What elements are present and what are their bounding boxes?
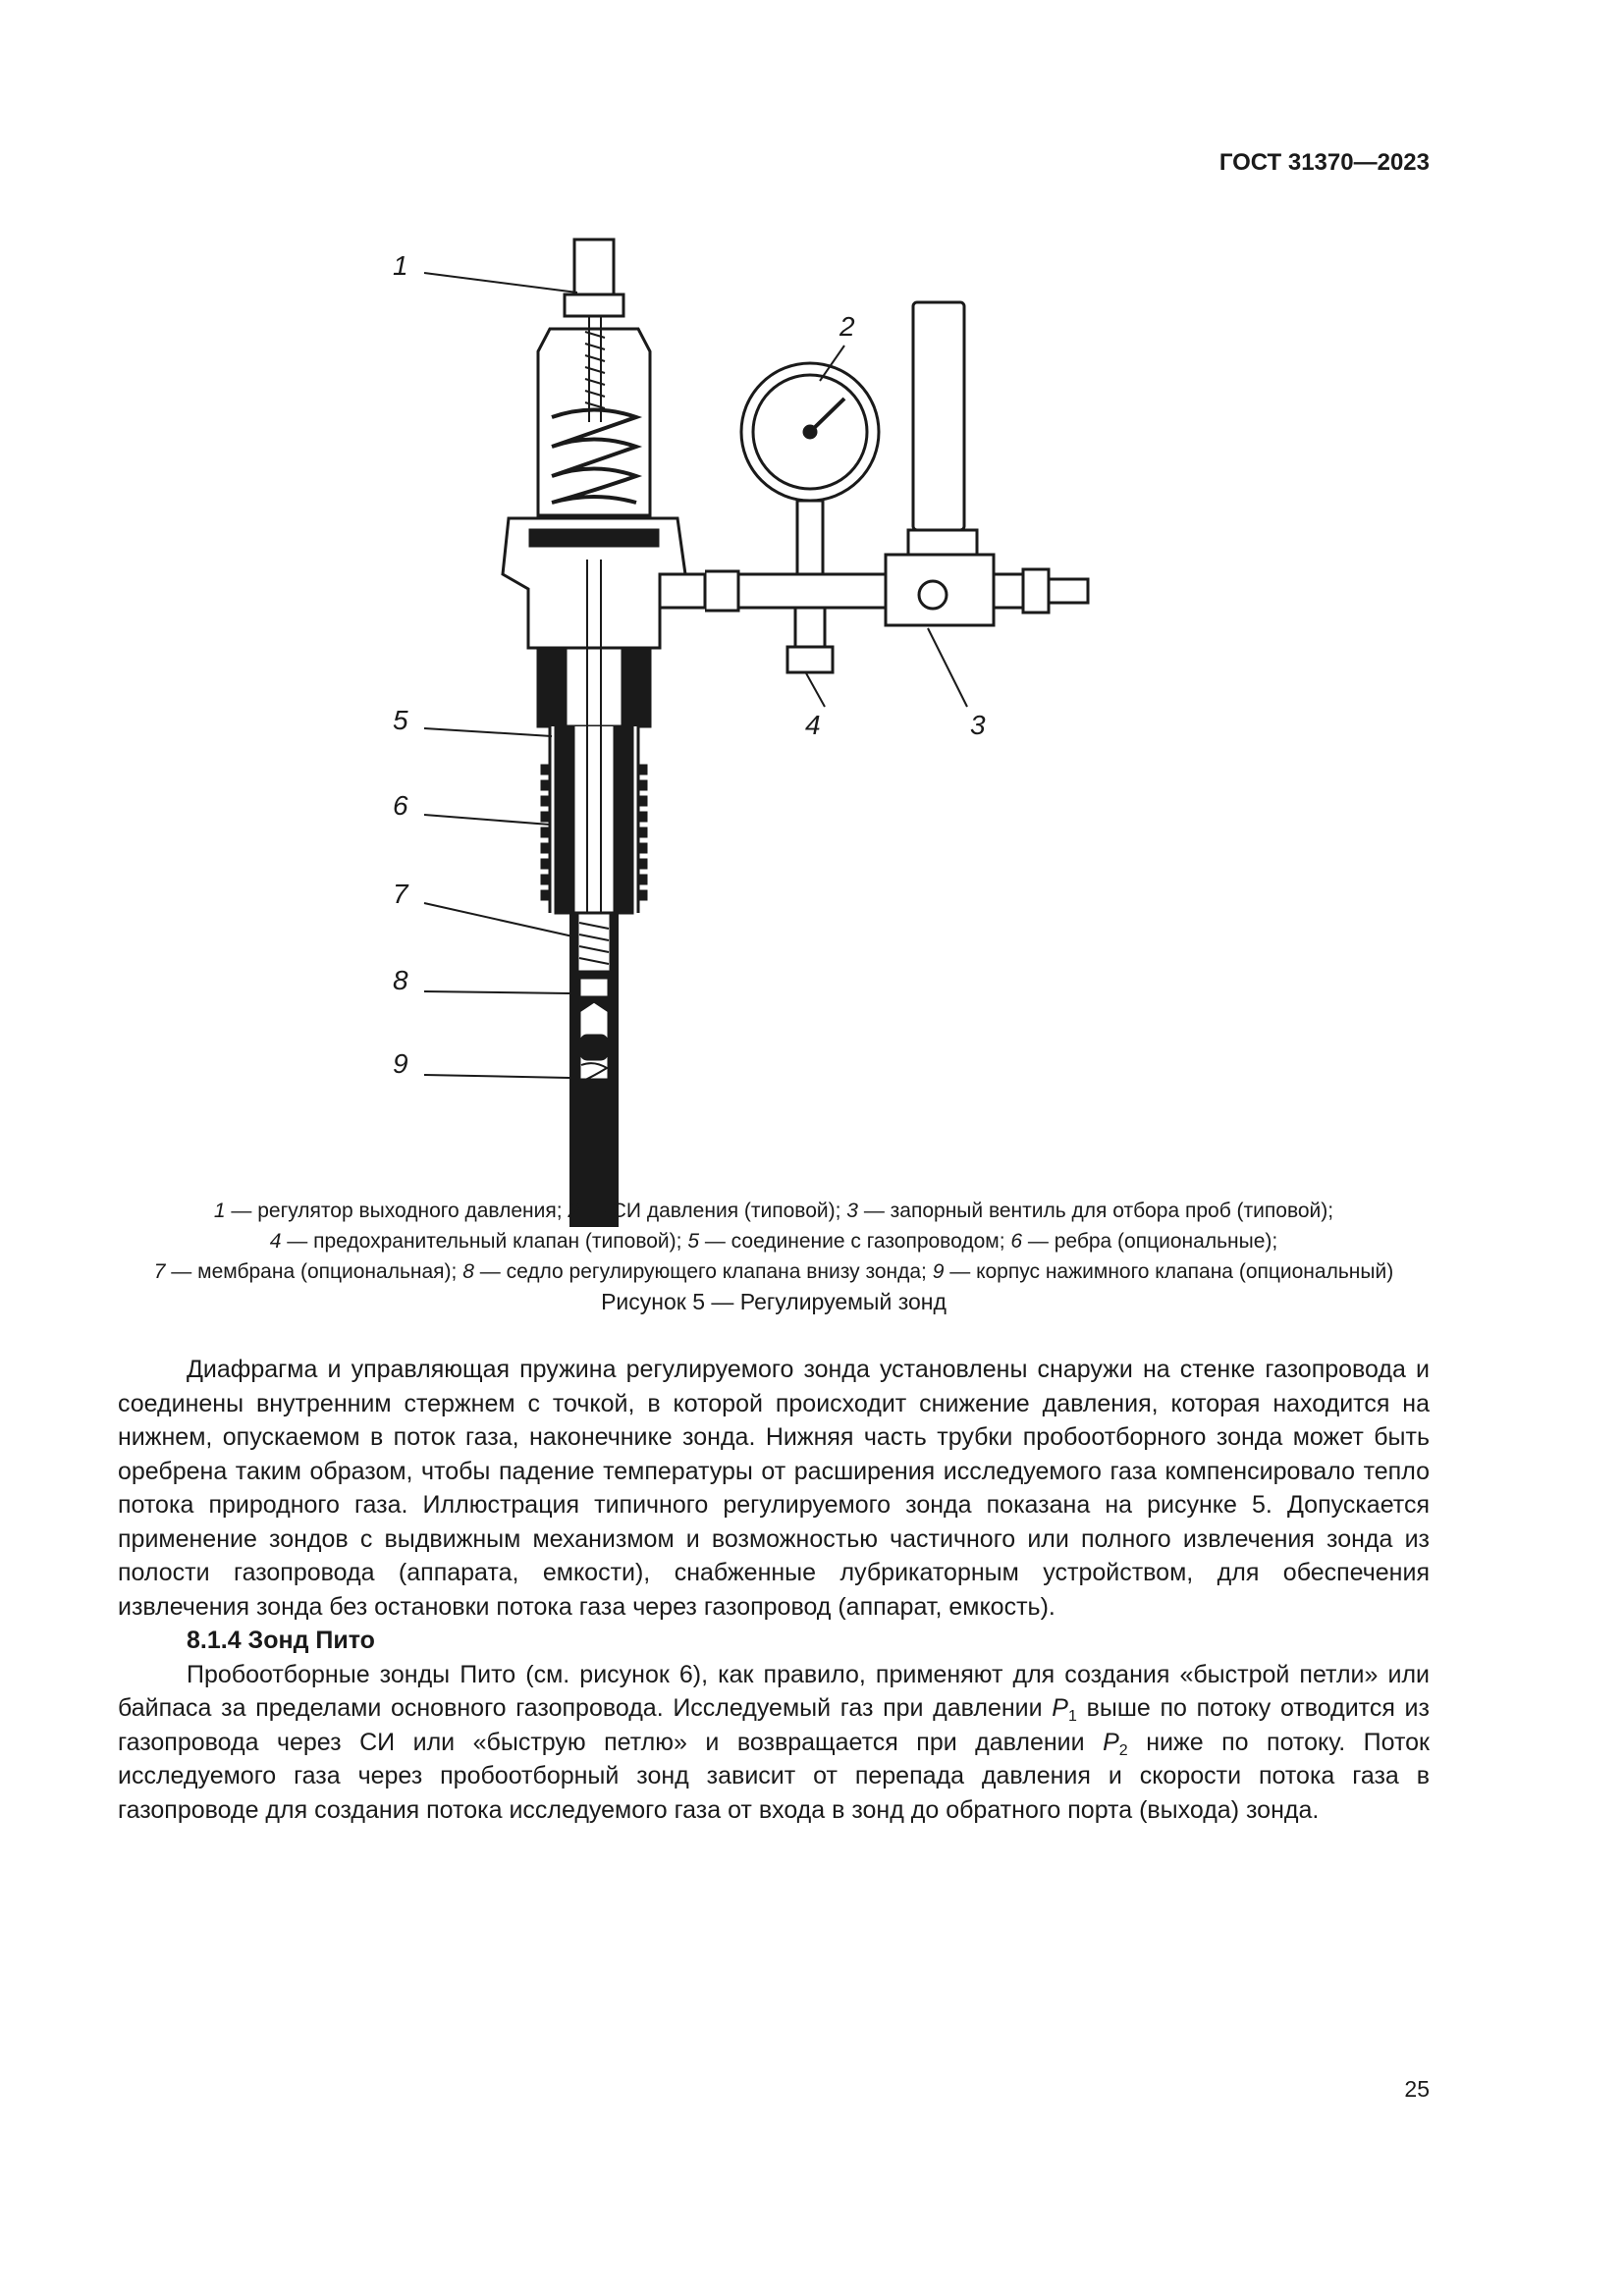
leader-4 xyxy=(805,671,825,707)
figure-label-2: 2 xyxy=(839,311,855,342)
symbol-p: P xyxy=(1052,1694,1068,1722)
legend-num: 3 xyxy=(846,1200,858,1222)
legend-num: 9 xyxy=(932,1260,945,1283)
figure-label-7: 7 xyxy=(393,879,408,909)
legend-text: — соединение с газопроводом; xyxy=(699,1230,1011,1253)
figure-legend xyxy=(118,1196,1430,1287)
push-valve-body xyxy=(581,1036,607,1059)
leader-5 xyxy=(424,728,552,736)
text-run: Пробоотборные зонды Пито (см. рисунок 6), как правило, применяют для создания «быстрой петли» или байпаса за пределами основного газопровода. Исследуемый газ при давлении xyxy=(118,1660,1430,1722)
subscript: 2 xyxy=(1118,1741,1128,1759)
legend-text: — регулятор выходного давления; xyxy=(225,1200,568,1222)
paragraph: Диафрагма и управляющая пружина регулируемого зонда установлены снаружи на стенке газопровода и соединены внутренним стержнем с точкой, в которой происходит снижение давления, которая находится на нижнем, опускаемом в поток газа, наконечнике зонда. Нижняя часть трубки пробоотборного зонда может быть оребрена таким образом, чтобы падение температуры от расширения исследуемого газа компенсировало тепло потока природного газа. Иллюстрация типичного регулируемого зонда показана на рисунке 5. Допускается применение зондов с выдвижным механизмом и возможностью частичного или полного извлечения зонда из полости газопровода (аппарата, емкости), снабженные лубрикаторным устройством, для обеспечения извлечения зонда без остановки потока газа через газопровод (аппарат, емкость). xyxy=(118,1356,1430,1621)
valve-handle xyxy=(913,302,964,530)
legend-line-2 xyxy=(118,1226,1430,1256)
leader-1 xyxy=(424,273,577,293)
figure-label-9: 9 xyxy=(393,1048,408,1079)
probe-drawing xyxy=(393,236,1139,1178)
legend-num: 2 xyxy=(568,1200,580,1222)
legend-text: — предохранительный клапан (типовой); xyxy=(281,1230,688,1253)
figure-label-8: 8 xyxy=(393,965,408,995)
body-text xyxy=(118,1353,1430,1827)
legend-num: 8 xyxy=(462,1260,474,1283)
leader-6 xyxy=(424,815,550,825)
leader-3 xyxy=(928,628,967,707)
valve-seat xyxy=(579,978,609,997)
figure-label-1: 1 xyxy=(393,250,408,281)
document-code: ГОСТ 31370—2023 xyxy=(1218,149,1430,176)
legend-num: 7 xyxy=(153,1260,166,1283)
legend-num: 1 xyxy=(213,1200,226,1222)
legend-text: — ребра (опциональные); xyxy=(1022,1230,1278,1253)
figure-label-4: 4 xyxy=(805,710,821,740)
legend-text: — запорный вентиль для отбора проб (типовой); xyxy=(857,1200,1334,1222)
section-heading: 8.1.4 Зонд Пито xyxy=(187,1627,375,1654)
leader-8 xyxy=(424,991,569,993)
legend-num: 5 xyxy=(687,1230,699,1253)
page-number: 25 xyxy=(1404,2076,1430,2102)
relief-valve xyxy=(795,608,825,647)
legend-line-1 xyxy=(118,1196,1430,1226)
leader-9 xyxy=(424,1075,569,1078)
legend-line-3 xyxy=(118,1256,1430,1287)
adjust-knob xyxy=(574,240,614,294)
shutoff-valve xyxy=(886,555,994,625)
diaphragm xyxy=(530,530,658,546)
legend-num: 6 xyxy=(1010,1230,1023,1253)
figure-label-6: 6 xyxy=(393,790,408,821)
legend-text: — СИ давления (типовой); xyxy=(579,1200,847,1222)
text-run: ниже по потоку. Поток исследуемого газа через пробоотборный зонд зависит от перепада давления и скорости потока газа в газопроводе для создания потока исследуемого газа от входа в зонд до обратного порта (выхода) зонда. xyxy=(118,1728,1430,1824)
figure-regulated-probe xyxy=(393,236,1139,1178)
figure-label-3: 3 xyxy=(970,710,986,740)
text-run: выше по потоку отводится из газопровода через СИ или «быструю петлю» и возвращается при давлении xyxy=(118,1694,1430,1756)
legend-text: — седло регулирующего клапана внизу зонда; xyxy=(473,1260,933,1283)
legend-num: 4 xyxy=(269,1230,282,1253)
manifold-tube xyxy=(738,574,886,608)
legend-text: — корпус нажимного клапана (опциональный) xyxy=(944,1260,1394,1283)
regulator-bonnet xyxy=(538,329,650,515)
symbol-p: P xyxy=(1103,1728,1119,1756)
legend-text: — мембрана (опциональная); xyxy=(165,1260,463,1283)
figure-label-5: 5 xyxy=(393,705,408,735)
subscript: 1 xyxy=(1067,1708,1077,1725)
paragraph xyxy=(118,1658,1430,1828)
figure-caption: Рисунок 5 — Регулируемый зонд xyxy=(601,1289,947,1314)
